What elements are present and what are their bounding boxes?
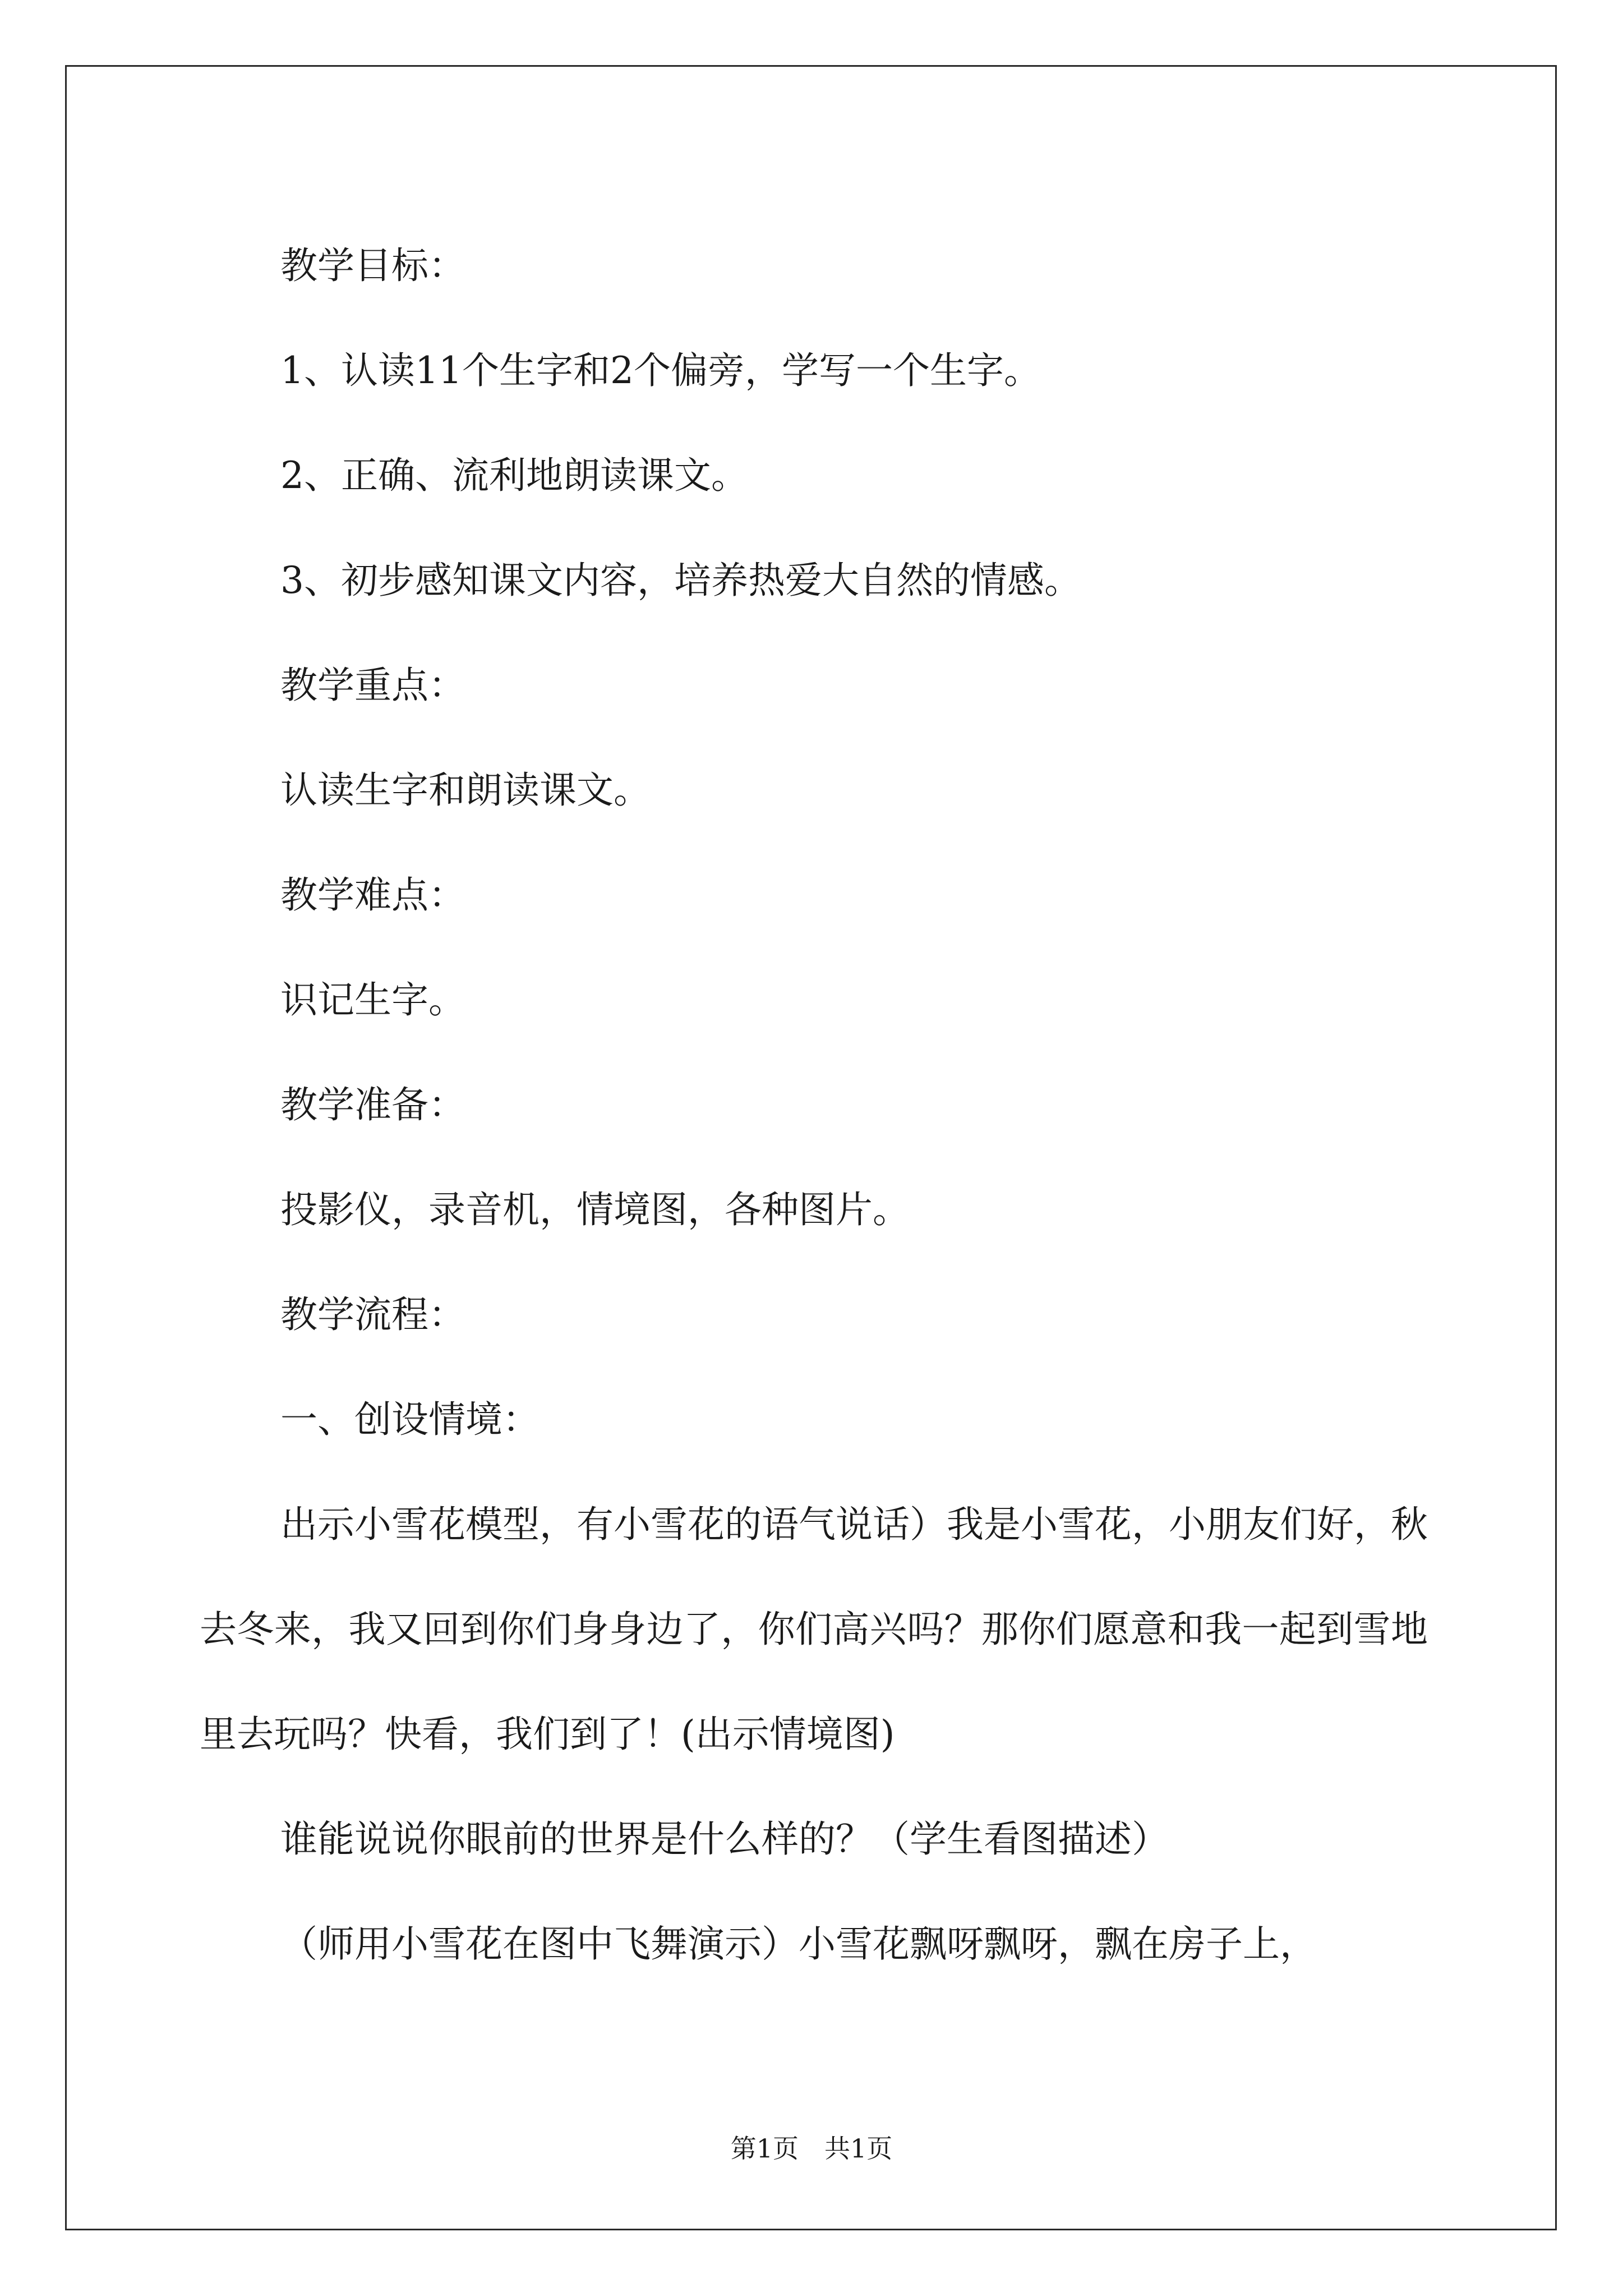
preparation-text: 投影仪，录音机，情境图，各种图片。 (280, 1188, 910, 1231)
goal-item-1: 1、认读11个生字和2个偏旁，学写一个生字。 (280, 349, 1041, 392)
heading-teaching-goals: 教学目标： (280, 244, 465, 287)
heading-preparation: 教学准备： (280, 1083, 465, 1126)
intro-paragraph: 出示小雪花模型，有小雪花的语气说话）我是小雪花，小朋友们好，秋去冬来，我又回到你们身身边了，你们高兴吗？那你们愿意和我一起到雪地里去玩吗？快看，我们到了！(出示情境图) (200, 1503, 1428, 1756)
heading-difficulties: 教学难点： (280, 873, 465, 917)
difficulties-text: 识记生字。 (280, 978, 465, 1022)
goal-item-3: 3、初步感知课文内容，培养热爱大自然的情感。 (280, 559, 1081, 602)
goal-item-2: 2、正确、流利地朗读课文。 (280, 454, 748, 497)
heading-procedure: 教学流程： (280, 1293, 465, 1336)
page-footer: 第1页 共1页 (730, 2133, 893, 2164)
section-1-heading: 一、创设情境： (280, 1398, 540, 1441)
heading-key-points: 教学重点： (280, 664, 465, 707)
demo-paragraph: （师用小雪花在图中飞舞演示）小雪花飘呀飘呀，飘在房子上， (280, 1922, 1317, 1966)
question-paragraph: 谁能说说你眼前的世界是什么样的？（学生看图描述） (280, 1818, 1169, 1861)
key-points-text: 认读生字和朗读课文。 (280, 769, 651, 812)
document-body (200, 213, 1428, 1996)
